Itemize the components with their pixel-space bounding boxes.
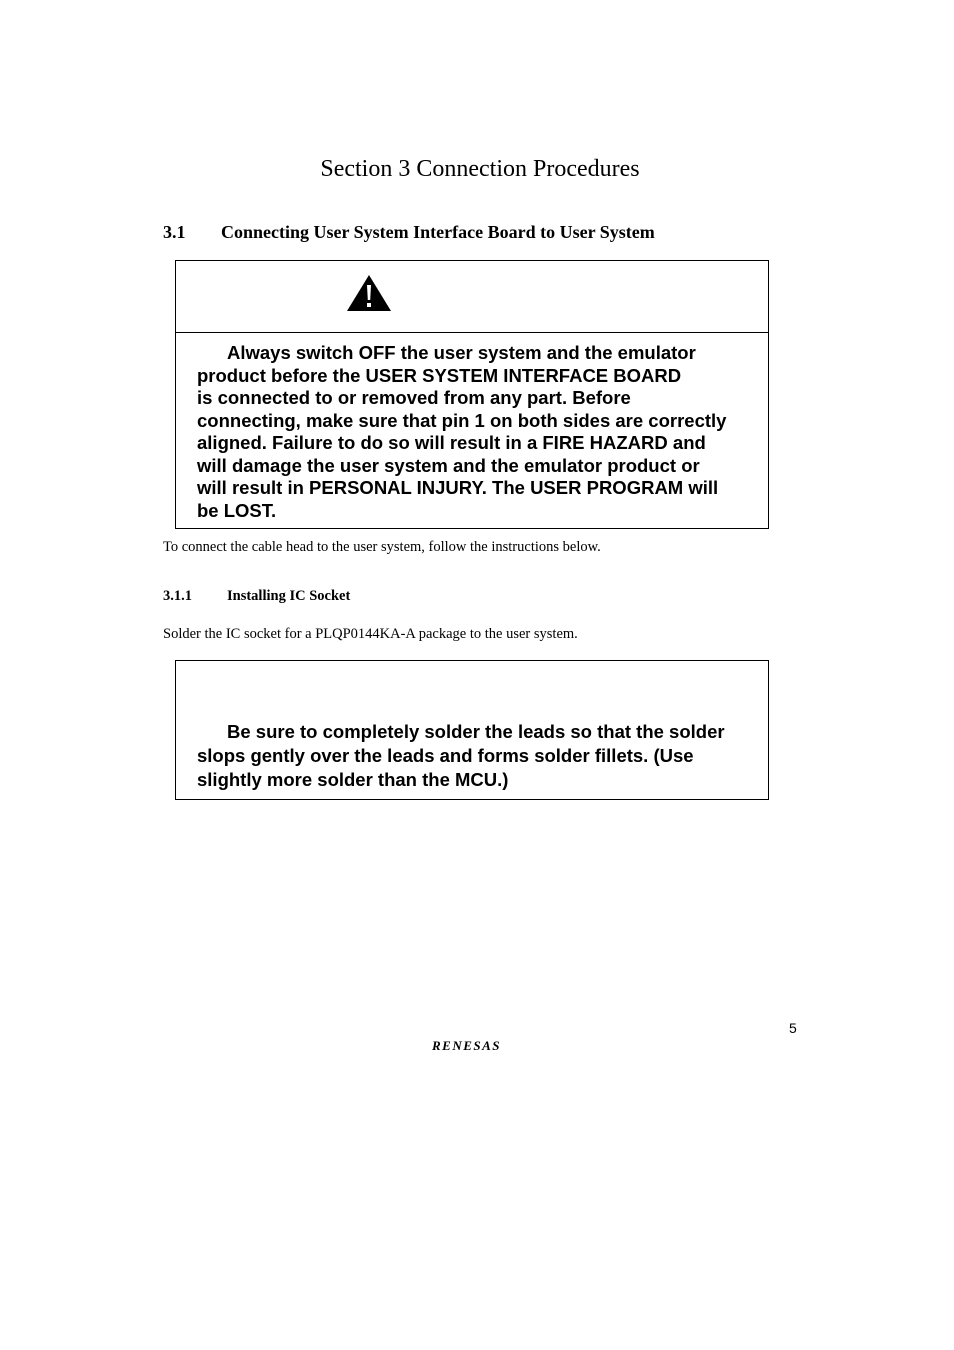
logo-text: RENESAS bbox=[432, 1038, 502, 1053]
heading-3-1-1 bbox=[163, 588, 350, 605]
warning-text bbox=[176, 342, 768, 522]
heading-3-1-text: Connecting User System Interface Board to User System bbox=[221, 222, 655, 242]
note-box bbox=[175, 660, 769, 800]
intro-paragraph: To connect the cable head to the user system, follow the instructions below. bbox=[163, 539, 601, 555]
warning-triangle-icon bbox=[346, 274, 392, 312]
section-title: Section 3 Connection Procedures bbox=[320, 156, 640, 182]
heading-3-1 bbox=[163, 222, 655, 243]
page-number: 5 bbox=[789, 1020, 797, 1036]
note-text-content: Be sure to completely solder the leads so that the solder slops gently over the leads and forms solder fillets. (Use slightly more solder than the MCU.) bbox=[197, 721, 725, 790]
warning-icon-row bbox=[176, 261, 768, 333]
heading-3-1-1-number: 3.1.1 bbox=[163, 588, 192, 604]
renesas-logo bbox=[432, 1037, 501, 1055]
note-text bbox=[176, 720, 768, 792]
solder-paragraph: Solder the IC socket for a PLQP0144KA-A package to the user system. bbox=[163, 626, 578, 642]
warning-text-content: Always switch OFF the user system and the emulator product before the USER SYSTEM INTERFACE BOARD is connected to or removed from any part. Before connecting, make sure that pin 1 on both sides are correctly aligned. Failure to do so will result in a FIRE HAZARD and will damage the user system and the emulator product or will result in PERSONAL INJURY. The USER PROGRAM will be LOST. bbox=[197, 342, 727, 521]
warning-box bbox=[175, 260, 769, 529]
heading-3-1-1-text: Installing IC Socket bbox=[227, 588, 351, 604]
heading-3-1-number: 3.1 bbox=[163, 222, 186, 242]
